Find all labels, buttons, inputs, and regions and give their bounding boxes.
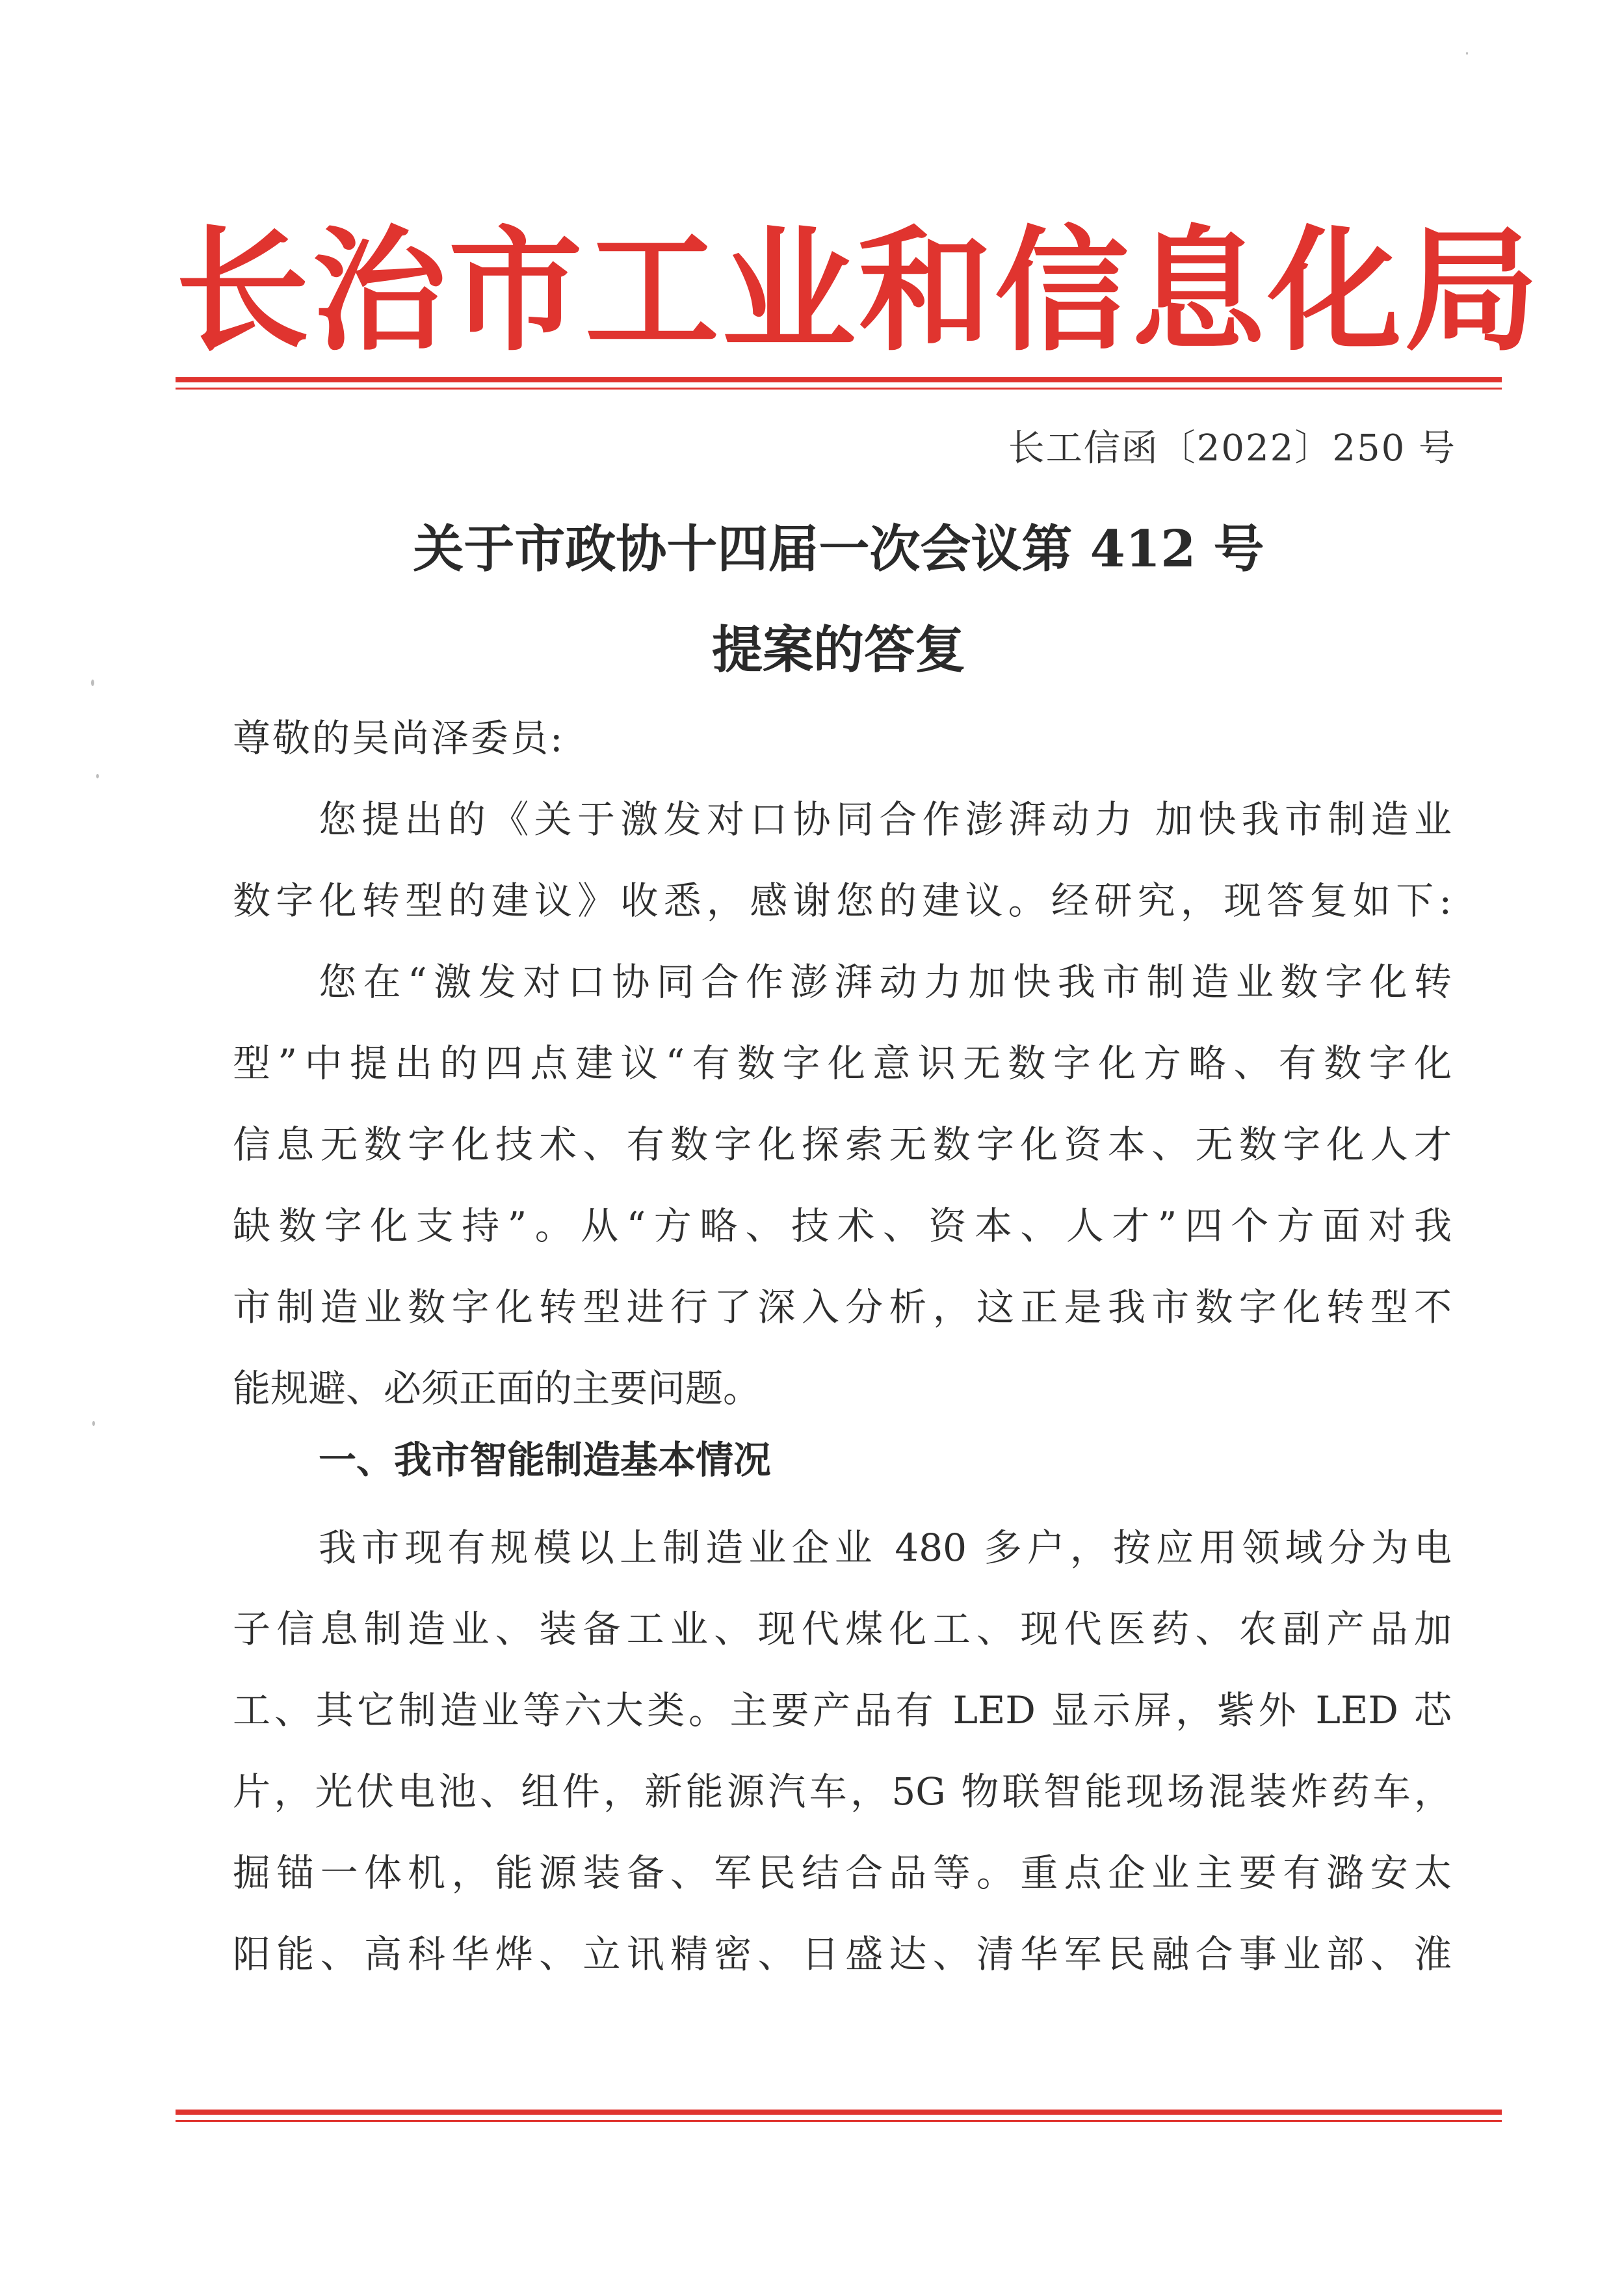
scan-speck — [1466, 52, 1468, 55]
footer-red-rule-thin — [176, 2120, 1502, 2122]
document-title-line-1: 关于市政协十四届一次会议第 412 号 — [413, 520, 1264, 579]
paragraph-line: 您在“激发对口协同合作澎湃动力加快我市制造业数字化转 — [319, 960, 1452, 1004]
scan-speck — [91, 680, 94, 686]
scan-speck — [96, 774, 99, 778]
paragraph-line: 阳能、高科华烨、立讯精密、日盛达、清华军民融合事业部、淮 — [233, 1932, 1452, 1976]
paragraph-line: 片，光伏电池、组件，新能源汽车，5G 物联智能现场混装炸药车， — [233, 1769, 1452, 1814]
document-number: 长工信函〔2022〕250 号 — [1008, 427, 1456, 470]
paragraph-line: 能规避、必须正面的主要问题。 — [233, 1366, 761, 1410]
letterhead-red-rule-thick — [176, 377, 1502, 382]
paragraph-line: 型”中提出的四点建议“有数字化意识无数字化方略、有数字化 — [233, 1041, 1452, 1085]
scan-speck — [92, 1421, 95, 1426]
document-title-line-2: 提案的答复 — [711, 620, 965, 680]
paragraph-line: 掘锚一体机，能源装备、军民结合品等。重点企业主要有潞安太 — [233, 1851, 1452, 1895]
salutation: 尊敬的吴尚泽委员: — [233, 716, 565, 760]
paragraph-line: 子信息制造业、装备工业、现代煤化工、现代医药、农副产品加 — [233, 1607, 1452, 1651]
footer-red-rule-thick — [176, 2110, 1502, 2115]
paragraph-line: 数字化转型的建议》收悉，感谢您的建议。经研究，现答复如下: — [233, 879, 1452, 923]
paragraph-line: 市制造业数字化转型进行了深入分析，这正是我市数字化转型不 — [233, 1285, 1452, 1329]
paragraph-line: 缺数字化支持”。从“方略、技术、资本、人才”四个方面对我 — [233, 1204, 1452, 1248]
paragraph-line: 信息无数字化技术、有数字化探索无数字化资本、无数字化人才 — [233, 1122, 1452, 1167]
paragraph-line: 我市现有规模以上制造业企业 480 多户，按应用领域分为电 — [319, 1526, 1452, 1570]
paragraph-line: 工、其它制造业等六大类。主要产品有 LED 显示屏，紫外 LED 芯 — [233, 1688, 1452, 1732]
letterhead-red-rule-thin — [176, 388, 1502, 390]
letterhead-agency-name: 长治市工业和信息化局 — [176, 213, 1541, 369]
section-heading: 一、我市智能制造基本情况 — [319, 1438, 772, 1482]
paragraph-line: 您提出的《关于激发对口协同合作澎湃动力 加快我市制造业 — [319, 797, 1452, 841]
